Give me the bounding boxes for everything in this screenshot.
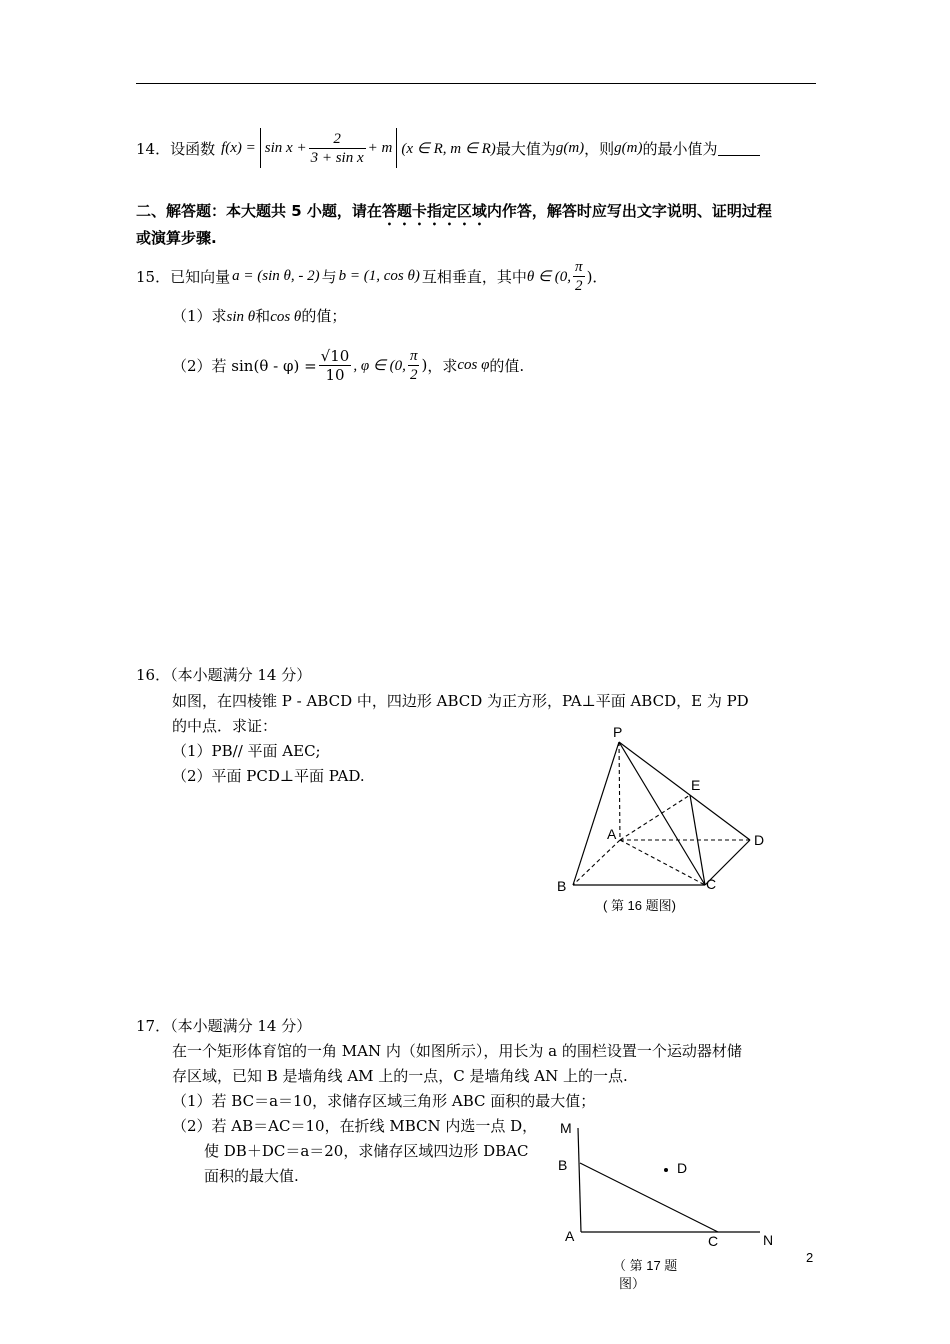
q15-p2-pi: π [409,347,418,364]
q15-close: )． [586,267,608,286]
q14-domain: (x ∈ R, m ∈ R) [401,140,496,157]
label-C: C [706,876,717,892]
label-P: P [613,724,623,740]
q15-p2-two: 2 [409,366,418,383]
q17-part2-c: 面积的最大值. [204,1167,299,1185]
section-2-line2: 或演算步骤. [136,229,217,247]
q15-p2-cos: cos φ [457,356,490,373]
q16-number: 16． [136,666,171,684]
q14-sinx: sin x + [264,139,307,156]
q17-number: 17． [136,1017,171,1035]
q15-p2-close: ) [421,356,428,374]
q17-part2-a: （2）若 AB＝AC＝10，在折线 MBCN 内选一点 D， [172,1117,538,1135]
label-A2: A [565,1228,575,1244]
q15-p1-a: （1）求 [172,307,227,325]
q16-line2: 的中点．求证： [172,717,278,735]
label-B2: B [558,1157,568,1173]
q15-vec-a: a = (sin θ, - 2) [232,267,320,284]
label-D: D [754,832,765,848]
wall-AM [578,1128,581,1232]
q16-line1: 如图，在四棱锥 P - ABCD 中，四边形 ABCD 为正方形，PA⊥平面 ABCD，E 为 PD [172,692,749,710]
q15-p2-a: （2）若 sin(θ - φ) = [172,356,317,375]
q17-score: （本小题满分 14 分） [170,1017,312,1035]
q14-text-then: ，则 [584,139,615,158]
page-number: 2 [806,1250,814,1265]
label-B: B [557,878,567,894]
q17-part1: （1）若 BC＝a＝10，求储存区域三角形 ABC 面积的最大值； [172,1092,596,1110]
q15-p1-sin: sin θ [226,309,256,325]
q14-plus-m: + m [367,139,393,156]
section-2-text-b: 内作答，解答时应写出文字说明、证明过程 [486,202,772,220]
q14-gm: g(m) [555,139,585,156]
q15-p2-phi: , φ ∈ (0, [353,357,406,374]
label-D2: D [677,1160,688,1176]
label-A: A [607,826,617,842]
q16-score: （本小题满分 14 分） [170,666,312,684]
q14-text-mid: 最大值为 [495,139,556,158]
segment-BC [580,1163,718,1232]
q15-two: 2 [575,277,583,294]
q17-part2-b: 使 DB＋DC＝a＝20，求储存区域四边形 DBAC [204,1142,529,1160]
label-C2: C [708,1233,719,1249]
fig17-caption-line2: 图） [619,1276,646,1291]
label-N: N [763,1232,774,1248]
q14-frac-den: 3 + sin x [310,149,364,166]
q15-vec-b: b = (1, cos θ) [338,267,420,284]
q15-p2-end: 的值. [489,356,525,375]
q15-p1-cos: cos θ [270,309,302,325]
fig16-caption: ( 第 16 题图) [603,898,676,913]
q15-theta-in: θ ∈ (0, [526,268,572,285]
q14-gm2: g(m) [614,139,643,156]
q15-p2-den: 10 [325,365,345,384]
q15-pi: π [575,258,583,275]
q17-line1: 在一个矩形体育馆的一角 MAN 内（如图所示），用长为 a 的围栏设置一个运动器材储 [172,1042,742,1060]
q15-p2-b: ，求 [427,356,458,375]
q14-number: 14． [136,139,171,158]
q15-p1-end: 的值； [301,307,347,325]
q15-t2: 与 [321,267,337,286]
q15-p2-num: √10 [320,346,350,365]
q15-p1-and: 和 [255,307,271,325]
q15-number: 15． [136,267,171,286]
label-M: M [560,1120,572,1136]
section-2-emphasis: 答题卡指定区域 [381,202,487,220]
q14-fx: f(x) = [221,139,256,156]
q14-frac-num: 2 [309,130,366,149]
q16-part2: （2）平面 PCD⊥平面 PAD. [172,767,365,785]
point-D [664,1168,668,1172]
q17-line2: 存区域，已知 B 是墙角线 AM 上的一点，C 是墙角线 AN 上的一点. [172,1067,628,1085]
q16-part1: （1）PB// 平面 AEC; [172,742,321,760]
q14-text-end: 的最小值为 [642,139,718,158]
section-2-text-a: 二、解答题：本大题共 5 小题，请在 [136,202,382,220]
q15-t1: 已知向量 [170,267,231,286]
q15-t3: 互相垂直，其中 [421,267,527,286]
q14-lead: 设函数 [170,139,216,158]
label-E: E [691,777,701,793]
fig17-caption-line1: （ 第 17 题 [613,1258,678,1273]
